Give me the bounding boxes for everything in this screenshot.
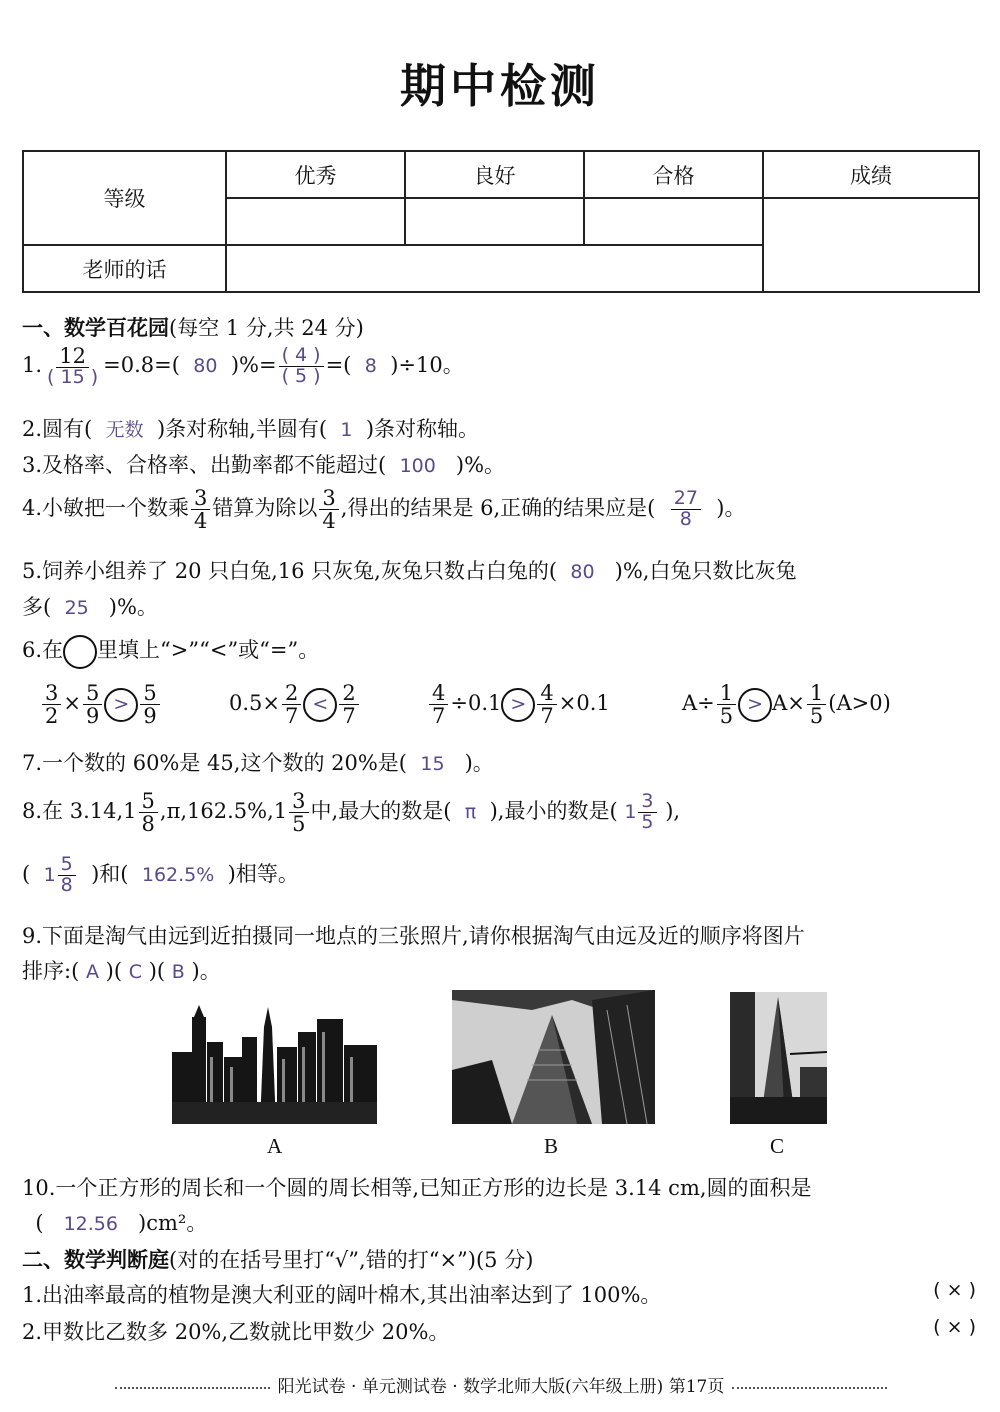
page-title: 期中检测 (400, 59, 600, 113)
grade-pass: 合格 (584, 151, 763, 198)
teacher-comment-cell (226, 245, 763, 292)
grade-excellent: 优秀 (226, 151, 405, 198)
judge-1-answer: ( × ) (933, 1279, 976, 1301)
question-5: 5.饲养小组养了 20 只白兔,16 只灰兔,灰兔只数占白兔的( 80 )%,白兔只数比灰兔 (22, 559, 797, 583)
question-9: 9.下面是淘气由远到近拍摄同一地点的三张照片,请你根据淘气由远及近的顺序将图片 (22, 924, 805, 948)
score-cell (763, 198, 979, 292)
question-10-cont: ( 12.56 )cm²。 (35, 1211, 208, 1235)
photo-b-label: B (544, 1134, 559, 1158)
grade-label: 等级 (23, 151, 226, 245)
section1-heading: 一、数学百花园(每空 1 分,共 24 分) (22, 316, 364, 340)
answer: 8 (364, 354, 377, 377)
fraction: $\frac{12}{( 15 )}$ (47, 344, 99, 389)
section2-heading: 二、数学判断庭(对的在括号里打“√”,错的打“×”)(5 分) (22, 1248, 534, 1272)
footer-dots-left (115, 1387, 270, 1389)
compare-circle: > (738, 688, 772, 722)
score-label: 成绩 (763, 151, 979, 198)
grade-good: 良好 (405, 151, 584, 198)
answer: 80 (193, 354, 218, 377)
compare-circle: > (104, 688, 138, 722)
footer-dots-right (732, 1387, 887, 1389)
grade-excellent-cell (226, 198, 405, 245)
grade-good-cell (405, 198, 584, 245)
page-footer: 阳光试卷 · 单元测试卷 · 数学北师大版(六年级上册) 第17页 (22, 1372, 980, 1397)
photo-a-skyline (172, 997, 377, 1124)
fraction: $\frac{( 4 )}{( 5 )}$ (279, 346, 324, 387)
compare-circle: < (303, 688, 337, 722)
question-1: 1. $\frac{12}{( 15 )}$ =0.8=( 80 )%= $\frac{( 4 )}{( 5 )}$ =( 8 )÷10。 (22, 344, 464, 389)
question-9-cont: 排序:( A )( C )( B )。 (22, 959, 221, 983)
photo-a-label: A (267, 1134, 283, 1158)
grade-table (22, 150, 980, 293)
question-10: 10.一个正方形的周长和一个圆的周长相等,已知正方形的边长是 3.14 cm,圆的面积是 (22, 1176, 812, 1200)
question-8-cont: ( 1 $\frac{5}{8}$ )和( 162.5% )相等。 (22, 853, 299, 896)
photo-c-tower-street (730, 992, 827, 1124)
question-5-cont: 多( 25 )%。 (22, 595, 158, 619)
question-4: 4.小敏把一个数乘 $\frac{3}{4}$ 错算为除以 $\frac{3}{4}$ ,得出的结果是 6,正确的结果应是( $\frac{27}{8}$ )。 (22, 486, 746, 534)
photo-b-tower-closeup (452, 990, 655, 1124)
judge-2: 2.甲数比乙数多 20%,乙数就比甲数少 20%。 ( × ) (22, 1316, 976, 1344)
question-3: 3.及格率、合格率、出勤率都不能超过( 100 )%。 (22, 453, 506, 477)
compare-circle: > (501, 688, 535, 722)
judge-2-answer: ( × ) (933, 1316, 976, 1338)
question-8: 8.在 3.14,1 $\frac{5}{8}$ ,π,162.5%,1 $\frac{3}{5}$ 中,最大的数是( π ),最小的数是( 1 $\frac{3}{5}$ ), (22, 789, 681, 837)
teacher-comment-label: 老师的话 (23, 245, 226, 292)
circle-icon (63, 635, 97, 669)
question-7: 7.一个数的 60%是 45,这个数的 20%是( 15 )。 (22, 751, 494, 775)
grade-pass-cell (584, 198, 763, 245)
question-6: 6.在 里填上“>”“<”或“=”。 (22, 634, 319, 669)
judge-1: 1.出油率最高的植物是澳大利亚的阔叶棉木,其出油率达到了 100%。 ( × ) (22, 1279, 976, 1307)
question-2: 2.圆有( 无数 )条对称轴,半圆有( 1 )条对称轴。 (22, 417, 480, 441)
photo-c-label: C (770, 1134, 785, 1158)
